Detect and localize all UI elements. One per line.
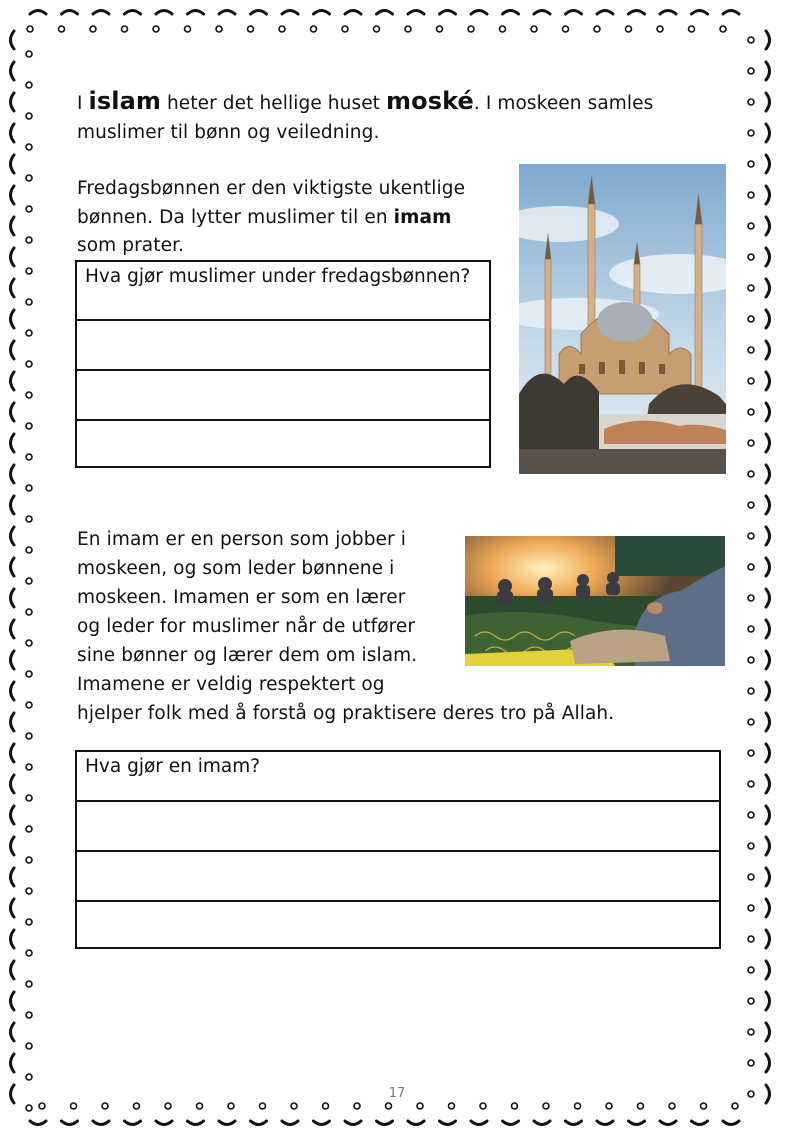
question-imam: Hva gjør en imam? — [77, 752, 719, 802]
border-ornament — [766, 527, 770, 545]
border-ornament — [732, 1103, 738, 1109]
border-ornament — [156, 1121, 172, 1125]
border-ornament — [11, 217, 15, 235]
border-ornament — [471, 11, 487, 15]
border-ornament — [748, 750, 754, 756]
border-ornament — [566, 1121, 582, 1125]
imam-line: og leder for muslimer når de utfører — [77, 616, 416, 637]
border-ornament — [766, 961, 770, 979]
border-ornament — [11, 186, 15, 204]
border-ornament — [11, 589, 15, 607]
border-ornament — [71, 1103, 77, 1109]
border-ornament — [766, 31, 770, 49]
border-ornament — [26, 640, 32, 646]
border-ornament — [597, 1121, 613, 1125]
border-ornament — [503, 11, 519, 15]
border-ornament — [11, 31, 15, 49]
border-ornament — [134, 1103, 140, 1109]
border-ornament — [748, 1029, 754, 1035]
border-ornament — [766, 62, 770, 80]
border-ornament — [11, 651, 15, 669]
border-ornament — [480, 1103, 486, 1109]
imam-line: sine bønner og lærer dem om islam. — [77, 645, 418, 666]
answer-line-1[interactable] — [77, 802, 719, 852]
border-ornament — [748, 254, 754, 260]
border-ornament — [766, 186, 770, 204]
border-ornament — [11, 93, 15, 111]
border-ornament — [766, 589, 770, 607]
border-ornament — [748, 285, 754, 291]
border-ornament — [386, 1103, 392, 1109]
border-ornament — [11, 527, 15, 545]
border-ornament — [279, 26, 285, 32]
mosque-photo — [519, 164, 726, 474]
border-ornament — [11, 868, 15, 886]
border-ornament — [766, 496, 770, 514]
border-ornament — [748, 1060, 754, 1066]
border-ornament — [93, 1121, 109, 1125]
border-ornament — [26, 547, 32, 553]
border-ornament — [26, 671, 32, 677]
border-ornament — [748, 316, 754, 322]
border-ornament — [766, 434, 770, 452]
border-ornament — [27, 26, 33, 32]
border-ornament — [723, 11, 739, 15]
answer-box-1 — [75, 260, 491, 468]
border-ornament — [11, 713, 15, 731]
border-ornament — [748, 812, 754, 818]
border-ornament — [11, 310, 15, 328]
border-ornament — [122, 26, 128, 32]
border-ornament — [638, 1103, 644, 1109]
border-ornament — [30, 1121, 46, 1125]
border-ornament — [766, 620, 770, 638]
border-ornament — [543, 1103, 549, 1109]
border-ornament — [748, 719, 754, 725]
border-ornament — [26, 206, 32, 212]
border-ornament — [26, 454, 32, 460]
border-ornament — [566, 11, 582, 15]
border-ornament — [26, 857, 32, 863]
border-ornament — [766, 155, 770, 173]
border-ornament — [377, 1121, 393, 1125]
border-ornament — [125, 11, 141, 15]
intro-text: heter det hellige huset — [161, 93, 387, 114]
border-ornament — [26, 609, 32, 615]
border-ornament — [748, 967, 754, 973]
border-ornament — [26, 1105, 32, 1111]
border-ornament — [26, 51, 32, 57]
border-ornament — [354, 1103, 360, 1109]
answer-line-2[interactable] — [77, 371, 489, 421]
border-ornament — [748, 688, 754, 694]
border-ornament — [512, 1103, 518, 1109]
border-ornament — [26, 175, 32, 181]
border-ornament — [11, 992, 15, 1010]
border-ornament — [282, 11, 298, 15]
border-ornament — [408, 11, 424, 15]
border-ornament — [185, 26, 191, 32]
keyword-imam: imam — [393, 207, 452, 228]
border-ornament — [26, 950, 32, 956]
border-ornament — [766, 372, 770, 390]
border-ornament — [766, 775, 770, 793]
border-ornament — [11, 403, 15, 421]
border-ornament — [11, 899, 15, 917]
border-ornament — [26, 702, 32, 708]
border-ornament — [26, 392, 32, 398]
border-ornament — [11, 961, 15, 979]
friday-line: Fredagsbønnen er den viktigste ukentlige — [77, 178, 466, 199]
border-ornament — [59, 26, 65, 32]
border-ornament — [62, 11, 78, 15]
border-ornament — [748, 905, 754, 911]
border-ornament — [748, 502, 754, 508]
border-ornament — [766, 930, 770, 948]
border-ornament — [606, 1103, 612, 1109]
border-ornament — [26, 1012, 32, 1018]
border-ornament — [629, 1121, 645, 1125]
border-ornament — [748, 37, 754, 43]
border-ornament — [311, 26, 317, 32]
border-ornament — [766, 403, 770, 421]
friday-line: bønnen. Da lytter muslimer til en — [77, 207, 394, 228]
border-ornament — [748, 161, 754, 167]
border-ornament — [766, 837, 770, 855]
border-ornament — [408, 1121, 424, 1125]
border-ornament — [748, 564, 754, 570]
border-ornament — [766, 558, 770, 576]
border-ornament — [748, 378, 754, 384]
border-ornament — [251, 1121, 267, 1125]
border-ornament — [748, 223, 754, 229]
border-ornament — [26, 299, 32, 305]
border-ornament — [766, 899, 770, 917]
border-ornament — [748, 68, 754, 74]
border-ornament — [345, 1121, 361, 1125]
border-ornament — [629, 11, 645, 15]
answer-line-1[interactable] — [77, 321, 489, 371]
border-ornament — [669, 1103, 675, 1109]
border-ornament — [251, 11, 267, 15]
border-ornament — [11, 837, 15, 855]
keyword-moske: moské — [386, 87, 474, 115]
border-ornament — [26, 516, 32, 522]
border-ornament — [39, 1103, 45, 1109]
answer-line-3[interactable] — [77, 902, 719, 947]
border-ornament — [748, 471, 754, 477]
border-ornament — [417, 1103, 423, 1109]
border-ornament — [471, 1121, 487, 1125]
border-ornament — [260, 1103, 266, 1109]
border-ornament — [766, 310, 770, 328]
border-ornament — [26, 144, 32, 150]
border-ornament — [11, 124, 15, 142]
border-ornament — [125, 1121, 141, 1125]
friday-line: som prater. — [77, 235, 185, 256]
border-ornament — [748, 843, 754, 849]
border-ornament — [30, 11, 46, 15]
border-ornament — [748, 626, 754, 632]
friday-paragraph — [77, 174, 517, 259]
border-ornament — [26, 981, 32, 987]
border-ornament — [503, 1121, 519, 1125]
border-ornament — [11, 62, 15, 80]
border-ornament — [500, 26, 506, 32]
border-ornament — [626, 26, 632, 32]
border-ornament — [692, 1121, 708, 1125]
border-ornament — [766, 744, 770, 762]
border-ornament — [11, 558, 15, 576]
border-ornament — [26, 237, 32, 243]
border-ornament — [219, 1121, 235, 1125]
border-ornament — [102, 1103, 108, 1109]
border-ornament — [165, 1103, 171, 1109]
border-ornament — [11, 744, 15, 762]
border-ornament — [93, 11, 109, 15]
border-ornament — [26, 113, 32, 119]
imam-line: En imam er en person som jobber i — [77, 529, 406, 550]
border-ornament — [766, 868, 770, 886]
border-ornament — [188, 11, 204, 15]
border-ornament — [594, 26, 600, 32]
border-ornament — [597, 11, 613, 15]
answer-box-2 — [75, 750, 721, 949]
border-ornament — [342, 26, 348, 32]
border-ornament — [449, 1103, 455, 1109]
question-friday-prayer: Hva gjør muslimer under fredagsbønnen? — [77, 262, 489, 321]
border-ornament — [26, 82, 32, 88]
border-ornament — [766, 806, 770, 824]
border-ornament — [314, 11, 330, 15]
border-ornament — [748, 936, 754, 942]
border-ornament — [291, 1103, 297, 1109]
border-ornament — [766, 1023, 770, 1041]
border-ornament — [766, 1054, 770, 1072]
border-ornament — [11, 465, 15, 483]
border-ornament — [62, 1121, 78, 1125]
border-ornament — [748, 440, 754, 446]
border-ornament — [766, 341, 770, 359]
border-ornament — [26, 733, 32, 739]
border-ornament — [26, 485, 32, 491]
border-ornament — [323, 1103, 329, 1109]
intro-paragraph — [77, 87, 717, 147]
border-ornament — [188, 1121, 204, 1125]
border-ornament — [11, 1054, 15, 1072]
border-ornament — [440, 11, 456, 15]
border-ornament — [314, 1121, 330, 1125]
border-ornament — [11, 248, 15, 266]
border-ornament — [748, 347, 754, 353]
intro-line: muslimer til bønn og veiledning. — [77, 122, 380, 143]
prayer-photo — [465, 536, 725, 666]
border-ornament — [216, 26, 222, 32]
border-ornament — [748, 409, 754, 415]
border-ornament — [11, 775, 15, 793]
border-ornament — [748, 595, 754, 601]
border-ornament — [377, 11, 393, 15]
border-ornament — [197, 1103, 203, 1109]
border-ornament — [575, 1103, 581, 1109]
border-ornament — [692, 11, 708, 15]
border-ornament — [26, 268, 32, 274]
imam-line: Imamene er veldig respektert og — [77, 674, 385, 695]
intro-text: I — [77, 93, 89, 114]
border-ornament — [26, 795, 32, 801]
border-ornament — [534, 11, 550, 15]
border-ornament — [440, 1121, 456, 1125]
border-ornament — [11, 620, 15, 638]
border-ornament — [766, 713, 770, 731]
border-ornament — [11, 155, 15, 173]
border-ornament — [766, 124, 770, 142]
border-ornament — [11, 341, 15, 359]
border-ornament — [766, 93, 770, 111]
answer-line-2[interactable] — [77, 852, 719, 902]
keyword-islam: islam — [88, 87, 161, 115]
border-ornament — [766, 651, 770, 669]
imam-line: hjelper folk med å forstå og praktisere deres tro på Allah. — [77, 703, 615, 724]
border-ornament — [531, 26, 537, 32]
border-ornament — [26, 578, 32, 584]
border-ornament — [660, 1121, 676, 1125]
border-ornament — [748, 130, 754, 136]
border-ornament — [689, 26, 695, 32]
answer-line-3[interactable] — [77, 421, 489, 466]
border-ornament — [90, 26, 96, 32]
border-ornament — [748, 874, 754, 880]
border-ornament — [748, 533, 754, 539]
border-ornament — [26, 1074, 32, 1080]
border-ornament — [26, 888, 32, 894]
border-ornament — [723, 1121, 739, 1125]
border-ornament — [26, 826, 32, 832]
border-ornament — [468, 26, 474, 32]
border-ornament — [156, 11, 172, 15]
border-ornament — [660, 11, 676, 15]
border-ornament — [701, 1103, 707, 1109]
border-ornament — [345, 11, 361, 15]
border-ornament — [748, 192, 754, 198]
border-ornament — [11, 930, 15, 948]
border-ornament — [720, 26, 726, 32]
border-ornament — [766, 465, 770, 483]
border-ornament — [26, 361, 32, 367]
imam-line: moskeen. Imamen er som en lærer — [77, 587, 406, 608]
border-ornament — [657, 26, 663, 32]
border-ornament — [748, 998, 754, 1004]
border-ornament — [766, 279, 770, 297]
border-ornament — [282, 1121, 298, 1125]
border-ornament — [766, 217, 770, 235]
border-ornament — [748, 781, 754, 787]
border-ornament — [11, 496, 15, 514]
border-ornament — [219, 11, 235, 15]
border-ornament — [11, 279, 15, 297]
border-ornament — [374, 26, 380, 32]
border-ornament — [748, 657, 754, 663]
border-ornament — [11, 434, 15, 452]
border-ornament — [11, 372, 15, 390]
border-ornament — [405, 26, 411, 32]
page-number: 17 — [388, 1086, 406, 1101]
border-ornament — [534, 1121, 550, 1125]
border-ornament — [26, 423, 32, 429]
intro-text: . I moskeen samles — [473, 93, 654, 114]
imam-line: moskeen, og som leder bønnene i — [77, 558, 395, 579]
border-ornament — [766, 248, 770, 266]
border-ornament — [26, 919, 32, 925]
border-ornament — [437, 26, 443, 32]
border-ornament — [26, 1043, 32, 1049]
border-ornament — [11, 806, 15, 824]
border-ornament — [153, 26, 159, 32]
border-ornament — [228, 1103, 234, 1109]
border-ornament — [766, 682, 770, 700]
border-ornament — [248, 26, 254, 32]
border-ornament — [26, 764, 32, 770]
border-ornament — [563, 26, 569, 32]
border-ornament — [766, 992, 770, 1010]
border-ornament — [748, 99, 754, 105]
border-ornament — [11, 1023, 15, 1041]
border-ornament — [11, 682, 15, 700]
border-ornament — [26, 330, 32, 336]
